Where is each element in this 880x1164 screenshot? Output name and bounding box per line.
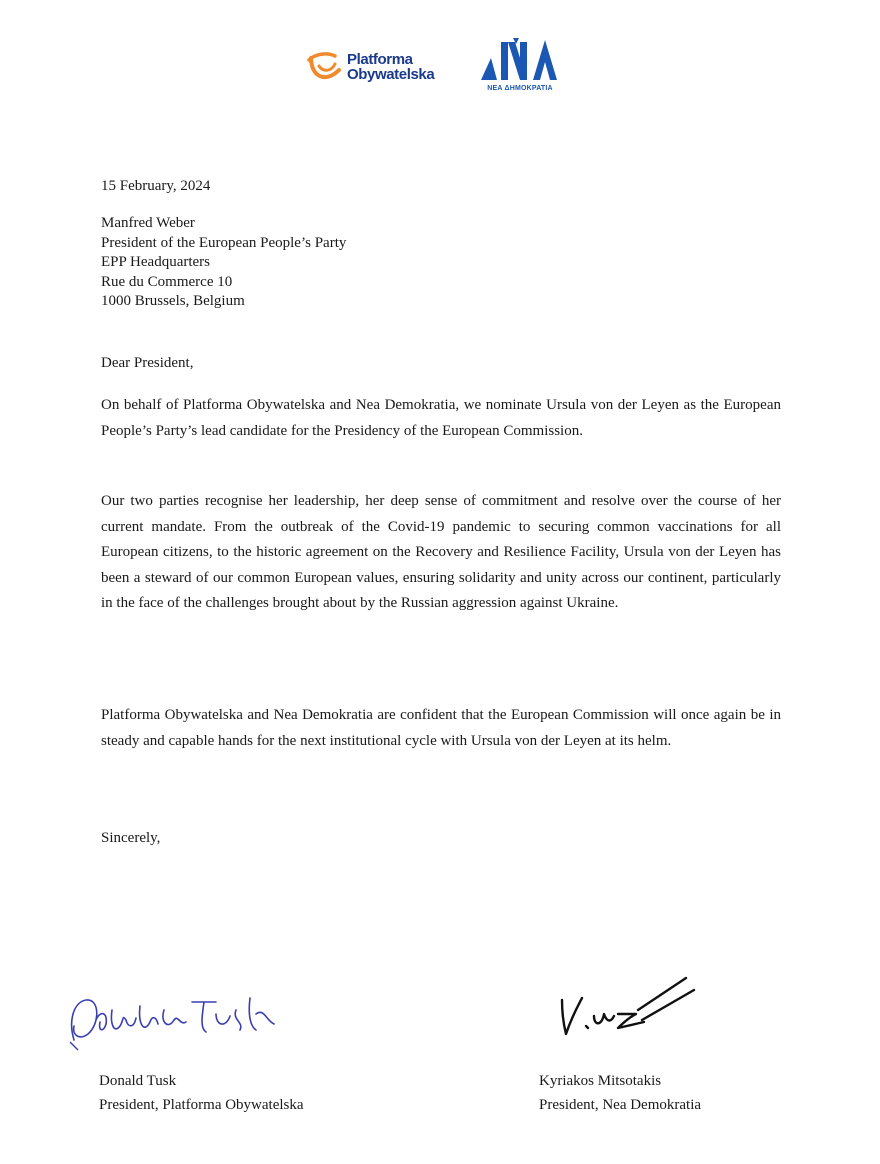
nd-emblem-icon (475, 36, 565, 84)
signatory-name: Kyriakos Mitsotakis (539, 1073, 662, 1089)
letter-date: 15 February, 2024 (101, 178, 211, 194)
letterhead-logos (305, 36, 565, 96)
platforma-obywatelska-logo (305, 48, 465, 96)
nea-demokratia-logo (475, 36, 565, 96)
signatory-tusk (99, 1069, 304, 1117)
closing: Sincerely, (101, 830, 161, 846)
paragraph-confidence: Platforma Obywatelska and Nea Demokratia are confident that the European Commission will once again be in steady and capable hands for the next institutional cycle with Ursula von der Leyen at its helm. (101, 707, 781, 749)
salutation: Dear President, (101, 355, 194, 371)
po-name-line2: Obywatelska (347, 66, 435, 83)
recipient-title: President of the European People’s Party (101, 234, 347, 251)
recipient-name: Manfred Weber (101, 215, 195, 231)
recipient-org: EPP Headquarters (101, 254, 210, 270)
po-emblem-icon (305, 48, 345, 88)
recipient-city: 1000 Brussels, Belgium (101, 293, 245, 309)
mitsotakis-signature (548, 970, 708, 1050)
signatory-name: Donald Tusk (99, 1073, 177, 1089)
po-name-line1: Platforma (347, 51, 413, 68)
tusk-signature (60, 980, 290, 1060)
paragraph-nomination: On behalf of Platforma Obywatelska and Nea Demokratia, we nominate Ursula von der Leyen as the European People’s Party’s lead candidate for the Presidency of the European Commission. (101, 397, 781, 439)
nd-caption: ΝΕΑ ΔΗΜΟΚΡΑΤΙΑ (487, 85, 553, 92)
paragraph-leadership: Our two parties recognise her leadership, her deep sense of commitment and resolve over the course of her current mandate. From the outbreak of the Covid-19 pandemic to securing common vaccinations for all European citizens, to the historic agreement on the Recovery and Resilience Facility, Ursula von der Leyen has been a steward of our common European values, ensuring solidarity and unity across our continent, particularly in the face of the challenges brought about by the Russian aggression against Ukraine. (101, 493, 781, 611)
signatory-mitsotakis (539, 1069, 701, 1117)
signatory-title: President, Nea Demokratia (539, 1097, 702, 1113)
recipient-street: Rue du Commerce 10 (101, 273, 233, 290)
recipient-address (101, 214, 346, 312)
signatory-title: President, Platforma Obywatelska (99, 1097, 304, 1113)
